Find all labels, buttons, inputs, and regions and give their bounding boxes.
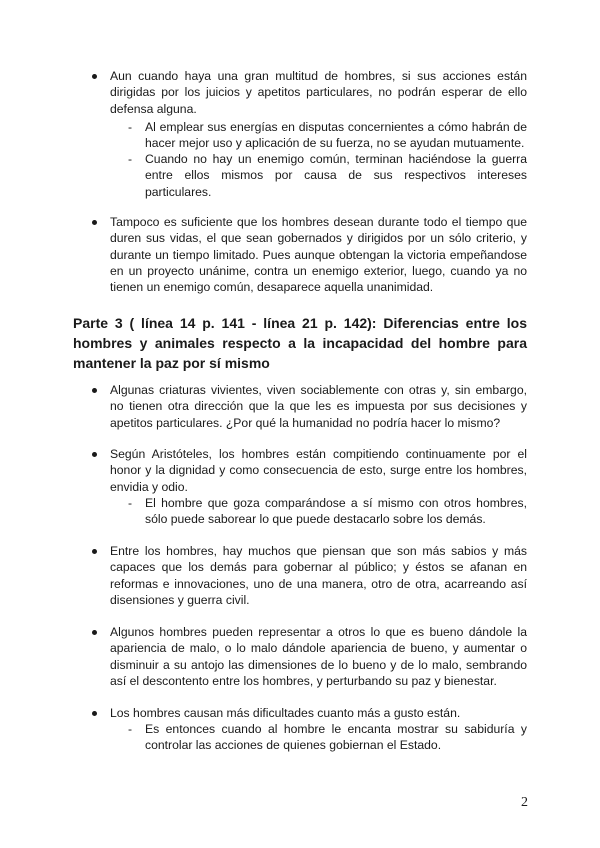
bullet-icon: [91, 387, 99, 395]
sub-list-item: Al emplear sus energías en disputas concernientes a cómo habrán de hacer mejor uso y aplicación de su fuerza, no se ayudan mutuamente.: [145, 120, 527, 151]
list-item: Los hombres causan más dificultades cuanto más a gusto están.: [110, 706, 461, 720]
list-item: Algunos hombres pueden representar a otros lo que es bueno dándole la apariencia de malo, o lo malo dándole apariencia de bueno, y aumentar o disminuir a su antojo las dimensiones de lo bueno y de lo malo, sembrando así el descontento entre los hombres, y perturbando su paz y bienestar.: [110, 625, 527, 688]
list-item: Algunas criaturas vivientes, viven sociablemente con otras y, sin embargo, no tienen otra dirección que la que les es impuesta por sus decisiones y apetitos particulares. ¿Por qué la humanidad no podría hacer lo mismo?: [110, 383, 527, 430]
page-number: 2: [521, 795, 528, 810]
list-item: Según Aristóteles, los hombres están compitiendo continuamente por el honor y la dignidad y como consecuencia de esto, surge entre los hombres, envidia y odio.: [110, 447, 527, 494]
sub-list-item: Cuando no hay un enemigo común, terminan haciéndose la guerra entre ellos mismos por causa de sus respectivos intereses particulares.: [145, 152, 527, 199]
dash-icon: -: [128, 722, 133, 736]
bullet-icon: [91, 219, 99, 227]
dash-icon: -: [128, 496, 133, 510]
list-item: Entre los hombres, hay muchos que piensan que son más sabios y más capaces que los demás para gobernar al público; y éstos se afanan en reformas e innovaciones, uno de una manera, otro de otra, acarreando así disensiones y guerra civil.: [110, 544, 527, 607]
bullet-icon: [91, 629, 99, 637]
sub-list-item: Es entonces cuando al hombre le encanta mostrar su sabiduría y controlar las acciones de quienes gobiernan el Estado.: [145, 722, 527, 753]
bullet-icon: [91, 73, 99, 81]
list-item: Aun cuando haya una gran multitud de hombres, si sus acciones están dirigidas por los juicios y apetitos particulares, no podrán esperar de ello defensa alguna.: [110, 69, 527, 116]
list-item: Tampoco es suficiente que los hombres desean durante todo el tiempo que duren sus vidas, el que sean gobernados y dirigidos por un sólo criterio, y durante un tiempo limitado. Pues aunque obtengan la victoria empeñandose en un proyecto unánime, contra un enemigo exterior, luego, cuando ya no tienen un enemigo común, desaparece aquella unanimidad.: [110, 215, 527, 295]
bullet-icon: [91, 710, 99, 718]
section-heading: Parte 3 ( línea 14 p. 141 - línea 21 p. 142): Diferencias entre los hombres y animales respecto a la incapacidad del hombre para mantener la paz por sí mismo: [73, 315, 527, 371]
bullet-icon: [91, 548, 99, 556]
bullet-icon: [91, 451, 99, 459]
dash-icon: -: [128, 152, 133, 166]
sub-list-item: El hombre que goza comparándose a sí mismo con otros hombres, sólo puede saborear lo que puede destacarlo sobre los demás.: [145, 496, 527, 527]
dash-icon: -: [128, 120, 133, 134]
